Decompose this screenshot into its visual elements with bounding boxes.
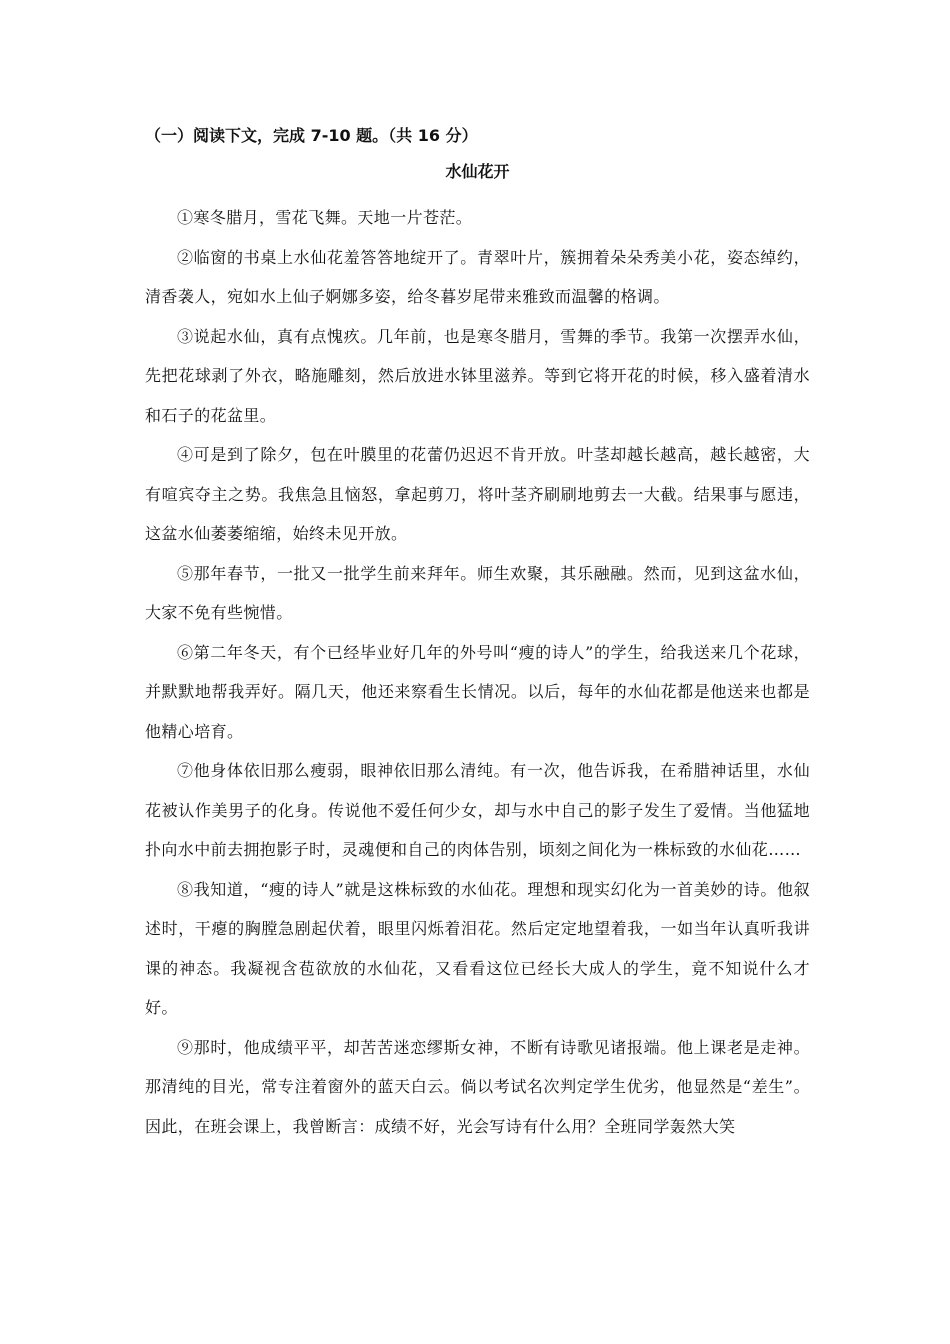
- article-body: [145, 198, 810, 1146]
- paragraph-1: ①寒冬腊月，雪花飞舞。天地一片苍茫。: [177, 208, 473, 227]
- paragraph-4: ④可是到了除夕，包在叶膜里的花蕾仍迟迟不肯开放。叶茎却越长越高，越长越密，大有喧宾夺主之势。我焦急且恼怒，拿起剪刀，将叶茎齐刷刷地剪去一大截。结果事与愿违，这盆水仙萎萎缩缩，始终未见开放。: [145, 445, 810, 543]
- paragraph-2: ②临窗的书桌上水仙花羞答答地绽开了。青翠叶片，簇拥着朵朵秀美小花，姿态绰约，清香袭人，宛如水上仙子婀娜多姿，给冬暮岁尾带来雅致而温馨的格调。: [145, 247, 810, 306]
- paragraph-5: ⑤那年春节，一批又一批学生前来拜年。师生欢聚，其乐融融。然而，见到这盆水仙，大家不免有些惋惜。: [145, 563, 810, 622]
- paragraph-8: ⑧我知道，“瘦的诗人”就是这株标致的水仙花。理想和现实幻化为一首美妙的诗。他叙述时，干瘪的胸膛急剧起伏着，眼里闪烁着泪花。然后定定地望着我，一如当年认真听我讲课的神态。我凝视含苞欲放的水仙花，又看看这位已经长大成人的学生，竟不知说什么才好。: [145, 879, 810, 1017]
- section-heading: （一）阅读下文，完成 7-10 题。（共 16 分）: [145, 126, 478, 145]
- paragraph-3: ③说起水仙，真有点愧疚。几年前，也是寒冬腊月，雪舞的季节。我第一次摆弄水仙，先把花球剥了外衣，略施雕刻，然后放进水钵里滋养。等到它将开花的时候，移入盛着清水和石子的花盆里。: [145, 326, 810, 425]
- article-title: 水仙花开: [445, 162, 510, 181]
- paragraph-6: ⑥第二年冬天，有个已经毕业好几年的外号叫“瘦的诗人”的学生，给我送来几个花球，并默默地帮我弄好。隔几天，他还来察看生长情况。以后，每年的水仙花都是他送来也都是他精心培育。: [145, 642, 810, 741]
- document-page: [145, 124, 810, 1146]
- paragraph-9: ⑨那时，他成绩平平，却苦苦迷恋缪斯女神，不断有诗歌见诸报端。他上课老是走神。那清纯的目光，常专注着窗外的蓝天白云。倘以考试名次判定学生优劣，他显然是“差生”。因此，在班会课上，我曾断言：成绩不好，光会写诗有什么用？全班同学轰然大笑: [145, 1037, 810, 1136]
- paragraph-7: ⑦他身体依旧那么瘦弱，眼神依旧那么清纯。有一次，他告诉我，在希腊神话里，水仙花被认作美男子的化身。传说他不爱任何少女，却与水中自己的影子发生了爱情。当他猛地扑向水中前去拥抱影子时，灵魂便和自己的肉体告别，顷刻之间化为一株标致的水仙花……: [145, 761, 810, 859]
